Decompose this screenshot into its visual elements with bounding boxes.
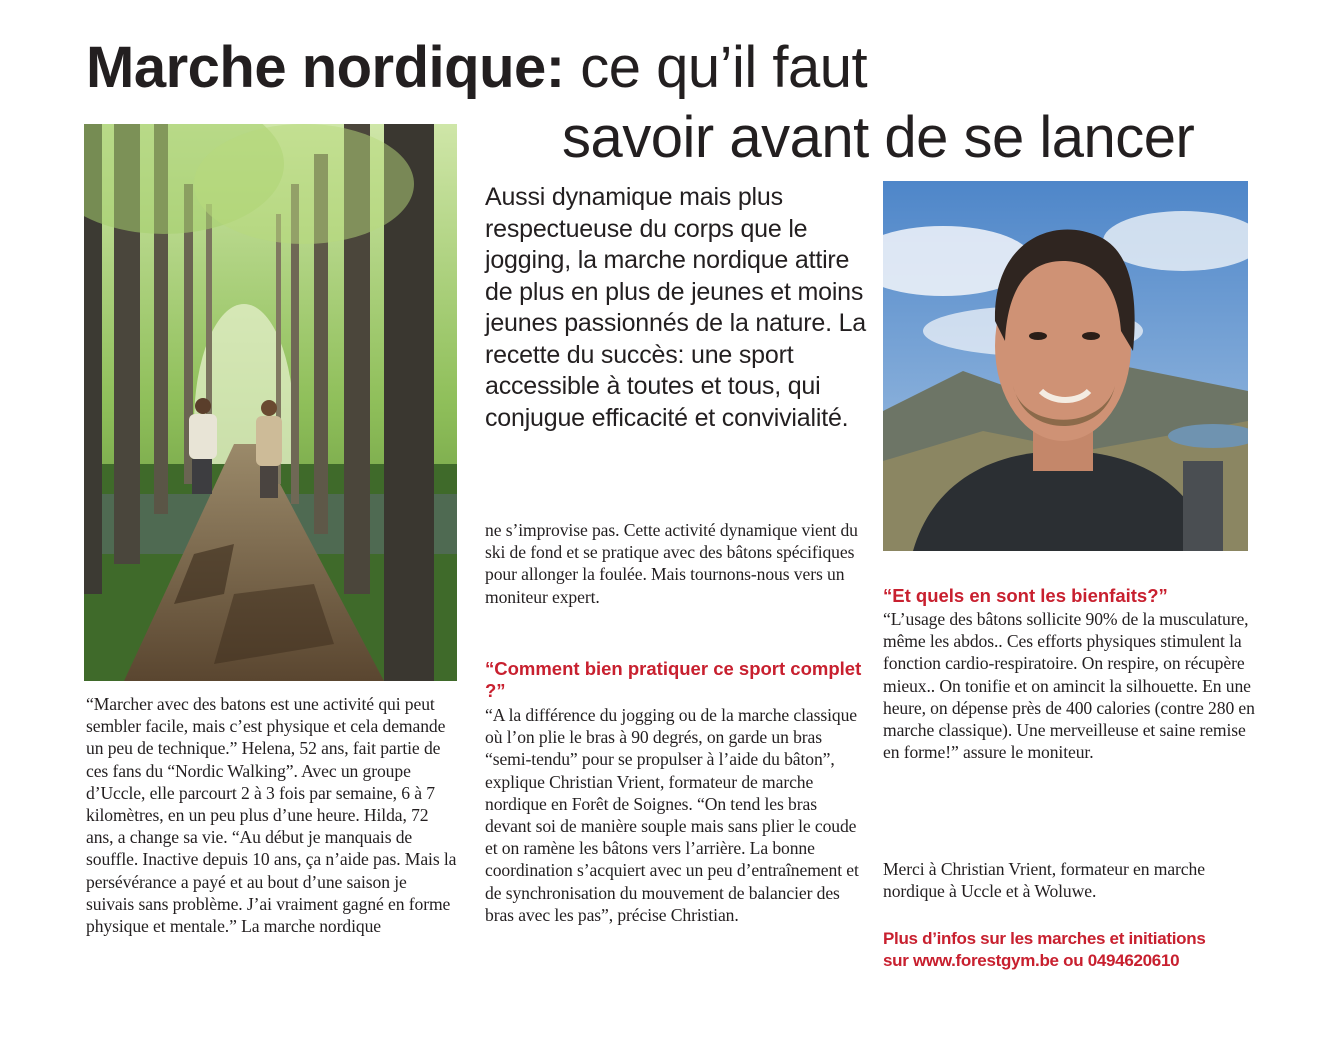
promo-line1: Plus d’infos sur les marches et initiations: [883, 929, 1206, 948]
column3-subhead: “Et quels en sont les bienfaits?”: [883, 585, 1168, 606]
headline-line1: [86, 36, 1286, 100]
column1-body: “Marcher avec des batons est une activité qui peut sembler facile, mais c’est physique et cela demande un peu de technique.” Helena, 52 ans, fait partie de ces fans du “Nordic Walking”. Avec un groupe d’Uccle, elle parcourt 2 à 3 fois par semaine, 6 à 7 kilomètres, en un peu plus d’une heure. Hilda, 72 ans, a change sa vie. “Au début je manquais de souffle. Inactive depuis 10 ans, ça n’aide pas. Mais la persévérance a payé et au bout d’une saison je suivais sans problème. J’ai vraiment gagné en forme physique et mentale.” La marche nordique: [86, 694, 457, 937]
column2-body: ne s’improvise pas. Cette activité dynamique vient du ski de fond et se pratique avec des bâtons spécifiques pour allonger la foulée. Mais tournons-nous vers un moniteur expert.: [485, 520, 858, 607]
promo-line2: sur www.forestgym.be ou 0494620610: [883, 951, 1180, 970]
headline-line2: savoir avant de se lancer: [562, 105, 1195, 170]
column2-quote: “A la différence du jogging ou de la marche classique où l’on plie le bras à 90 degrés, on garde un bras “semi-tendu” pour se propulser à l’aide du bâton”, explique Christian Vrient, formateur de marche nordique en Forêt de Soignes. “On tend les bras devant soi de manière souple mais sans plier le coude et on ramène les bâtons vers l’arrière. La bonne coordination s’acquiert avec un peu d’entraînement et de synchronisation du mouvement de balancier des bras avec les pas”, précise Christian.: [485, 705, 859, 925]
column3-thanks: Merci à Christian Vrient, formateur en marche nordique à Uccle et à Woluwe.: [883, 859, 1205, 902]
column2-subhead: “Comment bien pratiquer ce sport complet ?”: [485, 658, 862, 701]
forest-walkers-photo: [84, 124, 457, 681]
man-portrait-photo: [883, 181, 1248, 551]
column3-quote: “L’usage des bâtons sollicite 90% de la musculature, même les abdos.. Ces efforts physiques stimulent la fonction cardio-respiratoire. On respire, on récupère mieux.. On tonifie et on amincit la silhouette. En une heure, on dépense près de 400 calories (contre 280 en marche classique). Une merveilleuse et saine remise en forme!” assure le moniteur.: [883, 609, 1255, 763]
lead-paragraph: Aussi dynamique mais plus respectueuse du corps que le jogging, la marche nordique attire de plus en plus de jeunes et moins jeunes passionnés de la nature. La recette du succès: une sport accessible à toutes et tous, qui conjugue efficacité et convivialité.: [485, 183, 866, 432]
headline-bold: Marche nordique:: [86, 35, 565, 100]
promo-info: [883, 928, 1303, 972]
headline-light-1: ce qu’il faut: [580, 35, 868, 100]
